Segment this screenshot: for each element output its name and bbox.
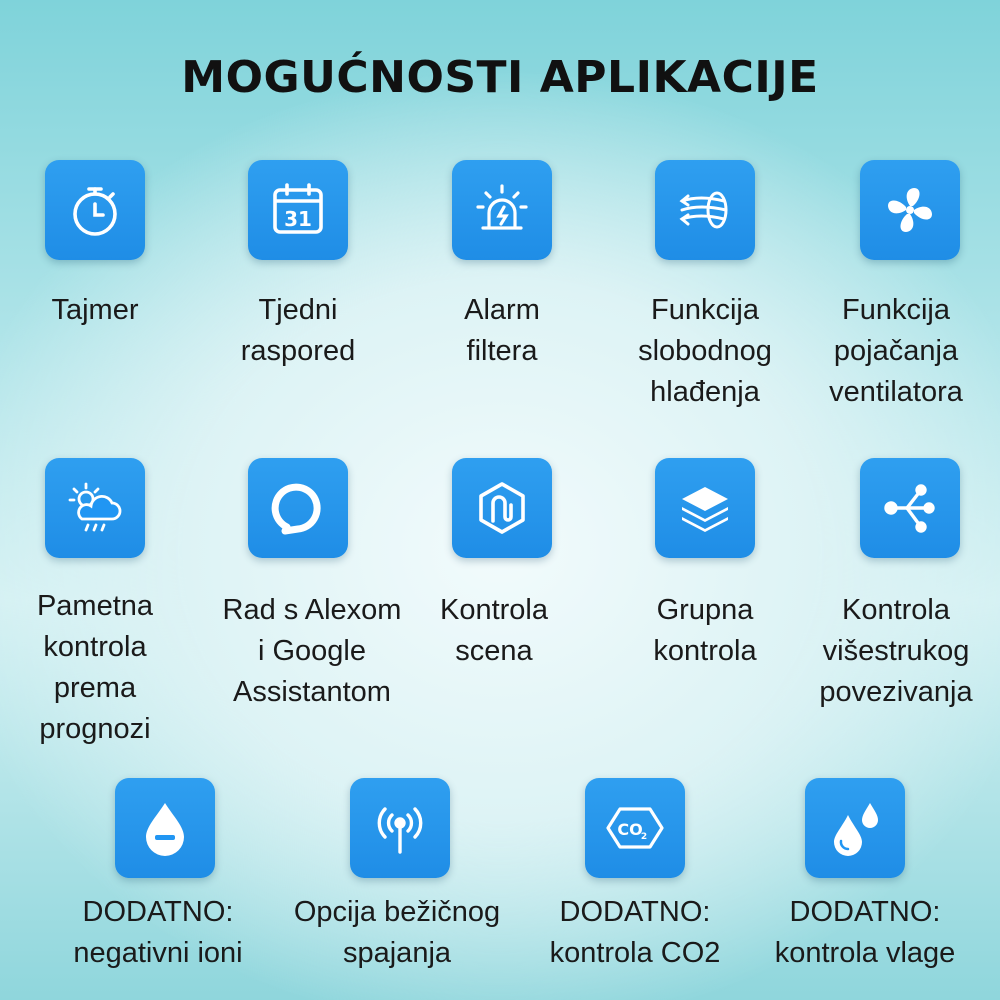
co2-text: CO	[617, 820, 643, 839]
feature-label-weekly-schedule: Tjedni raspored	[240, 294, 356, 367]
alarm-siren-icon[interactable]	[452, 160, 552, 260]
feature-label-scene-control: Kontrola scena	[439, 594, 548, 667]
feature-label-humidity-control: DODATNO: kontrola vlage	[774, 896, 956, 969]
multi-link-icon[interactable]	[860, 458, 960, 558]
calendar-icon[interactable]	[248, 160, 348, 260]
page-title: MOGUĆNOSTI APLIKACIJE	[181, 52, 819, 103]
co2-subscript: 2	[640, 832, 648, 842]
feature-label-multi-link: Kontrola višestrukog povezivanja	[819, 594, 973, 708]
alexa-ring-icon[interactable]	[248, 458, 348, 558]
scene-control-icon[interactable]	[452, 458, 552, 558]
negative-ion-drop-icon[interactable]	[115, 778, 215, 878]
humidity-drops-icon[interactable]	[805, 778, 905, 878]
layers-icon[interactable]	[655, 458, 755, 558]
feature-label-forecast-control: Pametna kontrola prema prognozi	[36, 590, 154, 745]
feature-label-free-cooling: Funkcija slobodnog hlađenja	[638, 294, 772, 408]
feature-label-fan-boost: Funkcija pojačanja ventilatora	[829, 294, 963, 408]
feature-label-co2-control: DODATNO: kontrola CO2	[549, 896, 721, 969]
feature-label-group-control: Grupna kontrola	[653, 594, 757, 667]
stopwatch-icon[interactable]	[45, 160, 145, 260]
feature-label-negative-ions: DODATNO: negativni ioni	[73, 896, 243, 969]
feature-label-filter-alarm: Alarm filtera	[464, 294, 540, 367]
weather-icon[interactable]	[45, 458, 145, 558]
feature-label-timer: Tajmer	[51, 294, 139, 326]
wireless-antenna-icon[interactable]	[350, 778, 450, 878]
feature-label-wireless-connect: Opcija bežičnog spajanja	[293, 896, 501, 969]
feature-label-alexa-google: Rad s Alexom i Google Assistantom	[222, 594, 402, 708]
free-cooling-icon[interactable]	[655, 160, 755, 260]
fan-icon[interactable]	[860, 160, 960, 260]
co2-hexagon-icon[interactable]	[585, 778, 685, 878]
calendar-day: 31	[284, 207, 312, 231]
